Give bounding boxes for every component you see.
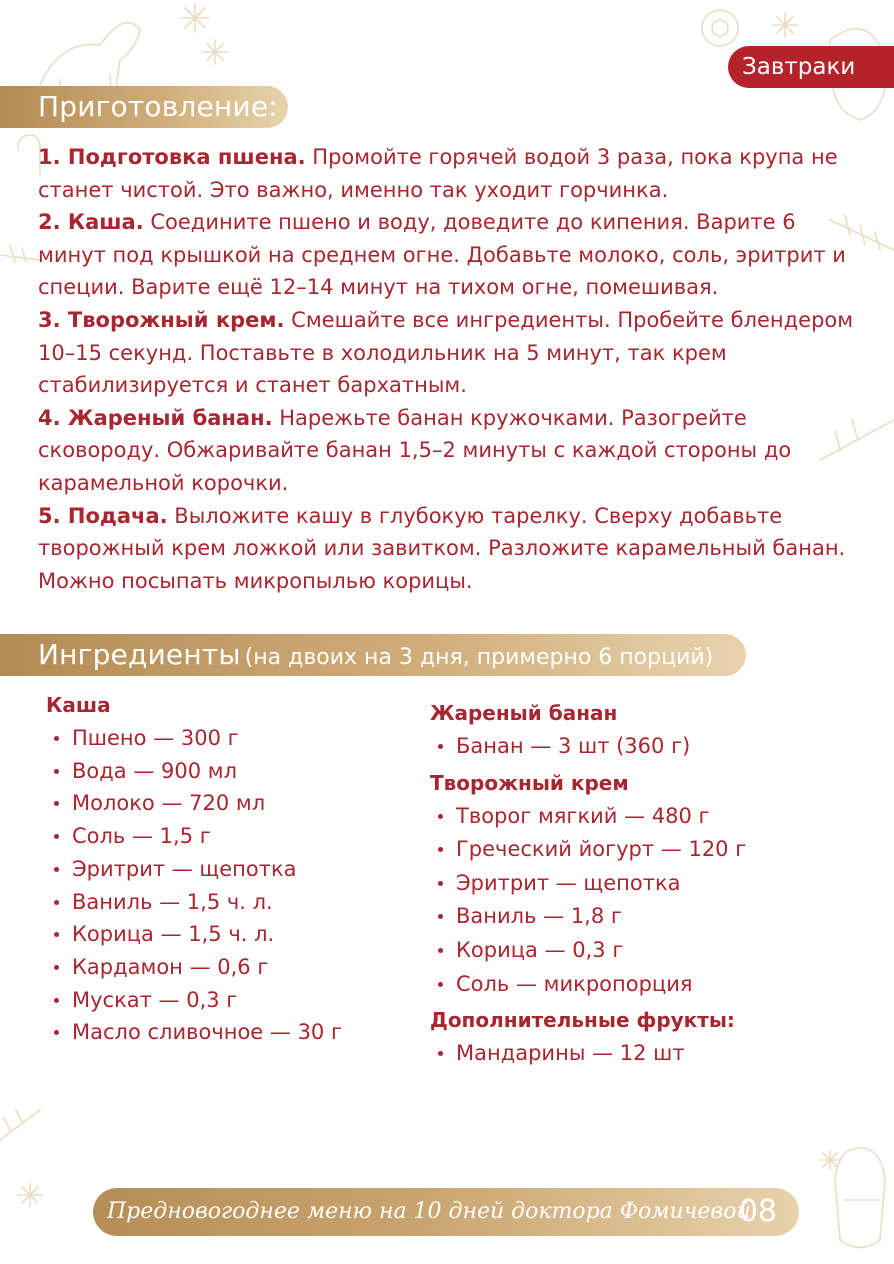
step-text: Соедините пшено и воду, доведите до кипения. Варите 6 минут под крышкой на среднем огне. Добавьте молоко, соль, эритрит и специи. Варите ещё 12–14 минут на тихом огне, помешивая. [38,210,846,300]
category-badge: Завтраки [728,46,894,88]
step-title: 5. Подача. [38,503,168,528]
list-item: Кардамон — 0,6 г [46,951,406,984]
list-item: Эритрит — щепотка [430,867,870,901]
list-item: Масло сливочное — 30 г [46,1016,406,1049]
list-item: Греческий йогурт — 120 г [430,833,870,867]
step-text: Промойте горячей водой 3 раза, пока крупа не станет чистой. Это важно, именно так уходит горчинка. [38,145,838,202]
porridge-ingredients-list [46,722,406,1049]
cream-ingredients-list [430,800,870,1002]
ingredients-left-column [46,690,406,1053]
porridge-group-title: Каша [46,693,111,717]
ingredients-title: Ингредиенты [38,638,241,671]
step-2 [38,206,868,304]
list-item: Молоко — 720 мл [46,787,406,820]
step-3 [38,304,868,402]
ingredients-right-column [430,696,870,1075]
preparation-header [0,86,288,128]
step-4 [38,402,868,500]
list-item: Эритрит — щепотка [46,853,406,886]
step-text: Смешайте все ингредиенты. Пробейте блендером 10–15 секунд. Поставьте в холодильник на 5 минут, так крем стабилизируется и станет бархатным. [38,307,854,398]
step-5 [38,500,868,598]
banana-group-title: Жареный банан [430,701,618,725]
ingredients-header [0,634,746,676]
footer-title: Предновогоднее меню на 10 дней доктора Фомичевой [107,1199,751,1224]
footer-bar [93,1188,799,1236]
list-item: Мускат — 0,3 г [46,984,406,1017]
step-title: 3. Творожный крем. [38,307,285,332]
list-item: Корица — 1,5 ч. л. [46,918,406,951]
page-number: 08 [738,1194,777,1229]
list-item: Творог мягкий — 480 г [430,800,870,834]
cream-group-title: Творожный крем [430,770,629,795]
fruits-ingredients-list [430,1037,870,1071]
step-1 [38,141,868,206]
list-item: Ваниль — 1,5 ч. л. [46,886,406,919]
list-item: Мандарины — 12 шт [430,1037,870,1071]
ingredients-subtitle: (на двоих на 3 дня, примерно 6 порций) [244,645,714,670]
list-item: Соль — микропорция [430,968,870,1002]
fruits-group-title: Дополнительные фрукты: [430,1008,735,1033]
list-item: Пшено — 300 г [46,722,406,755]
preparation-title: Приготовление: [38,90,278,123]
list-item: Соль — 1,5 г [46,820,406,853]
list-item: Банан — 3 шт (360 г) [430,730,870,764]
step-title: 4. Жареный банан. [38,405,273,430]
step-title: 1. Подготовка пшена. [38,145,306,169]
step-title: 2. Каша. [38,210,144,235]
preparation-steps [38,141,868,597]
list-item: Корица — 0,3 г [430,934,870,968]
list-item: Ваниль — 1,8 г [430,900,870,934]
list-item: Вода — 900 мл [46,755,406,788]
banana-ingredients-list [430,730,870,764]
step-text: Нарежьте банан кружочками. Разогрейте сковороду. Обжаривайте банан 1,5–2 минуты с каждой стороны до карамельной корочки. [38,405,792,495]
step-text: Выложите кашу в глубокую тарелку. Сверху добавьте творожный крем ложкой или завитком. Разложите карамельный банан. Можно посыпать микропылью корицы. [38,503,846,593]
